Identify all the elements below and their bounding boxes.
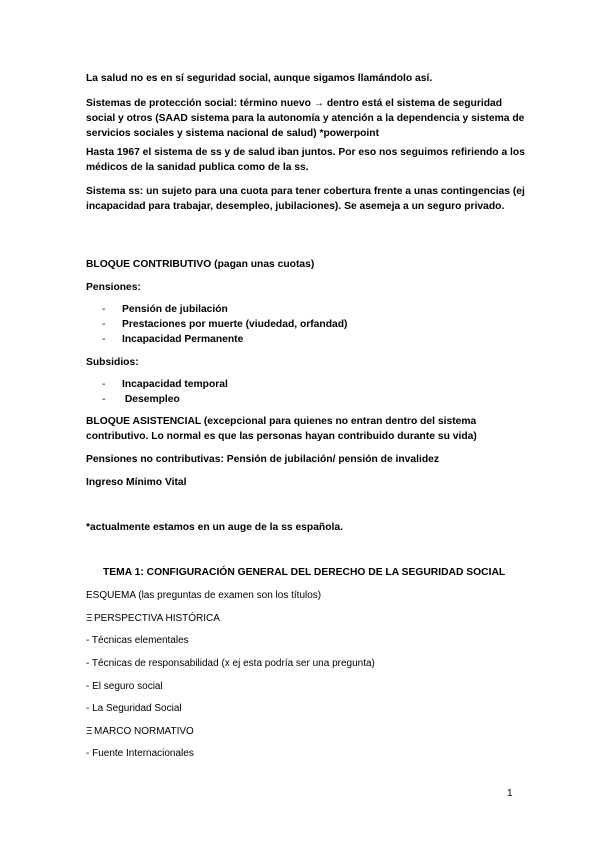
list-item-text: Incapacidad temporal (122, 379, 228, 390)
paragraph-sistemas-proteccion: Sistemas de protección social: término nuevo → dentro está el sistema de seguridad social y otros (SAAD sistema para la autonomía y atención a la dependencia y sistema de servicios sociales y sistema nacional de salud) *powerpoint (86, 98, 525, 139)
paragraph-auge-ss: *actualmente estamos en un auge de la ss española. (86, 522, 343, 533)
label-pensiones: Pensiones: (86, 282, 141, 293)
esquema-item-seguro-social: - El seguro social (86, 681, 163, 692)
list-item-incapacidad-permanente (102, 332, 243, 347)
paragraph-salud: La salud no es en sí seguridad social, aunque sigamos llamándolo así. (86, 73, 433, 84)
list-dash: - (102, 334, 106, 345)
list-dash: - (102, 379, 106, 390)
list-item-desempleo (102, 392, 180, 407)
paragraph-no-contributivas: Pensiones no contributivas: Pensión de jubilación/ pensión de invalidez (86, 454, 440, 465)
heading-bloque-contributivo: BLOQUE CONTRIBUTIVO (pagan unas cuotas) (86, 259, 315, 270)
esquema-item-seguridad-social: - La Seguridad Social (86, 703, 182, 714)
esquema-item-fuente-internacionales: - Fuente Internacionales (86, 748, 194, 759)
section-perspectiva-historica (86, 611, 526, 626)
tema-title: TEMA 1: CONFIGURACIÓN GENERAL DEL DERECHO DE LA SEGURIDAD SOCIAL (103, 567, 506, 578)
list-item-text: Pensión de jubilación (122, 304, 228, 315)
list-item-prestaciones-muerte (102, 317, 347, 332)
esquema-heading: ESQUEMA (las preguntas de examen son los títulos) (86, 590, 322, 601)
list-item-text: Incapacidad Permanente (122, 334, 244, 345)
page-number: 1 (507, 788, 513, 799)
label-subsidios: Subsidios: (86, 357, 139, 368)
section-marker-icon: Ξ (86, 726, 93, 737)
section-text: PERSPECTIVA HISTÓRICA (94, 613, 220, 624)
list-dash: - (102, 394, 106, 405)
list-item-text: Desempleo (122, 394, 180, 405)
list-dash: - (102, 304, 106, 315)
heading-bloque-asistencial: BLOQUE ASISTENCIAL (excepcional para quienes no entran dentro del sistema contributivo. Lo normal es que las personas hayan contribuido durante su vida) (86, 416, 477, 442)
esquema-item-tecnicas-responsabilidad: - Técnicas de responsabilidad (x ej esta podría ser una pregunta) (86, 658, 375, 669)
esquema-item-tecnicas-elementales: - Técnicas elementales (86, 635, 189, 646)
list-item-pension-jubilacion (102, 302, 228, 317)
list-item-text: Prestaciones por muerte (viudedad, orfandad) (122, 319, 348, 330)
section-marker-icon: Ξ (86, 613, 93, 624)
section-marco-normativo (86, 724, 526, 739)
paragraph-ingreso-minimo-vital: Ingreso Mínimo Vital (86, 477, 187, 488)
list-dash: - (102, 319, 106, 330)
section-text: MARCO NORMATIVO (94, 726, 194, 737)
paragraph-sistema-ss: Sistema ss: un sujeto para una cuota para tener cobertura frente a unas contingencias (ej incapacidad para trabajar, desempleo, jubilaciones). Se asemeja a un seguro privado. (86, 186, 525, 212)
list-item-incapacidad-temporal (102, 377, 228, 392)
paragraph-hasta-1967: Hasta 1967 el sistema de ss y de salud iban juntos. Por eso nos seguimos refiriendo a los médicos de la sanidad publica como de la ss. (86, 147, 525, 173)
